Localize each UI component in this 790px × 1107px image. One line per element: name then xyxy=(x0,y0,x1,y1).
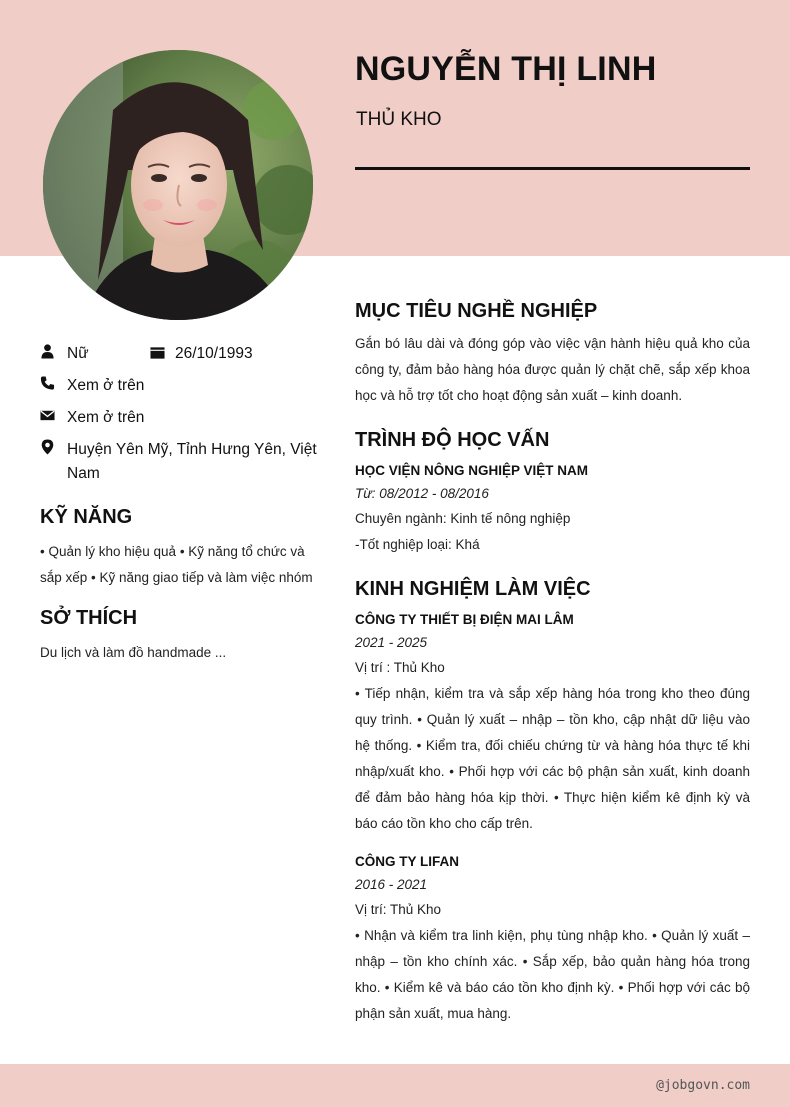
job-entry xyxy=(355,851,750,1027)
hobbies-heading: SỞ THÍCH xyxy=(40,607,138,629)
left-column xyxy=(40,340,320,666)
person-icon xyxy=(40,343,55,359)
email-icon xyxy=(40,407,55,423)
calendar-icon xyxy=(150,345,165,361)
job-period: 2021 - 2025 xyxy=(355,635,428,650)
skills-text: • Quản lý kho hiệu quả • Kỹ năng tổ chức và sắp xếp • Kỹ năng giao tiếp và làm việc nhóm xyxy=(40,544,313,585)
job-position: Vị trí: Thủ Kho xyxy=(355,902,442,917)
experience-heading: KINH NGHIỆM LÀM VIỆC xyxy=(355,578,591,600)
education-major: Chuyên ngành: Kinh tế nông nghiệp xyxy=(355,511,571,526)
education-school: HỌC VIỆN NÔNG NGHIỆP VIỆT NAM xyxy=(355,463,589,478)
location-icon xyxy=(40,439,55,455)
dob-text: 26/10/1993 xyxy=(175,345,253,362)
gender-text: Nữ xyxy=(67,345,89,362)
job-company: CÔNG TY THIẾT BỊ ĐIỆN MAI LÂM xyxy=(355,612,574,627)
right-column xyxy=(355,300,750,1027)
job-details: • Tiếp nhận, kiểm tra và sắp xếp hàng hóa trong kho theo đúng quy trình. • Quản lý xuất – nhập – tồn kho, cập nhật dữ liệu vào hệ thống. • Kiểm tra, đối chiếu chứng từ và hàng hóa thực tế khi nhập/xuất kho. • Phối hợp với các bộ phận sản xuất, kinh doanh để đảm bảo hàng hóa kịp thời. • Thực hiện kiểm kê định kỳ và báo cáo tồn kho cho cấp trên. xyxy=(355,686,750,831)
address-text: Huyện Yên Mỹ, Tỉnh Hưng Yên, Việt Nam xyxy=(67,441,317,482)
profile-photo-image xyxy=(43,50,313,320)
job-period: 2016 - 2021 xyxy=(355,877,428,892)
profile-photo xyxy=(43,50,313,320)
email-row xyxy=(40,404,320,436)
education-heading: TRÌNH ĐỘ HỌC VẤN xyxy=(355,429,550,451)
job-entry xyxy=(355,609,750,837)
hobbies-text: Du lịch và làm đồ handmade ... xyxy=(40,645,227,660)
education-period: Từ: 08/2012 - 08/2016 xyxy=(355,486,489,501)
phone-icon xyxy=(40,375,55,391)
skills-heading: KỸ NĂNG xyxy=(40,506,133,528)
job-title: THỦ KHO xyxy=(356,109,442,130)
job-position: Vị trí : Thủ Kho xyxy=(355,660,445,675)
job-details: • Nhận và kiểm tra linh kiện, phụ tùng nhập kho. • Quản lý xuất – nhập – tồn kho chính xác. • Sắp xếp, bảo quản hàng hóa trong kho. • Kiểm kê và báo cáo tồn kho định kỳ. • Phối hợp với các bộ phận sản xuất, mua hàng. xyxy=(355,928,750,1021)
phone-row xyxy=(40,372,320,404)
footer-band xyxy=(0,1064,790,1107)
education-grade: -Tốt nghiệp loại: Khá xyxy=(355,537,480,552)
objective-heading: MỤC TIÊU NGHỀ NGHIỆP xyxy=(355,300,598,322)
address-row xyxy=(40,436,320,492)
phone-text: Xem ở trên xyxy=(67,377,145,394)
job-company: CÔNG TY LIFAN xyxy=(355,854,460,869)
gender-row xyxy=(40,340,320,372)
footer-watermark: @jobgovn.com xyxy=(656,1078,750,1093)
candidate-name: NGUYỄN THỊ LINH xyxy=(355,50,657,88)
objective-text: Gắn bó lâu dài và đóng góp vào việc vận hành hiệu quả kho của công ty, đảm bảo hàng hóa được quản lý chặt chẽ, sắp xếp khoa học và hỗ trợ tốt cho hoạt động sản xuất – kinh doanh. xyxy=(355,336,750,403)
title-divider xyxy=(355,167,750,170)
email-text: Xem ở trên xyxy=(67,409,145,426)
